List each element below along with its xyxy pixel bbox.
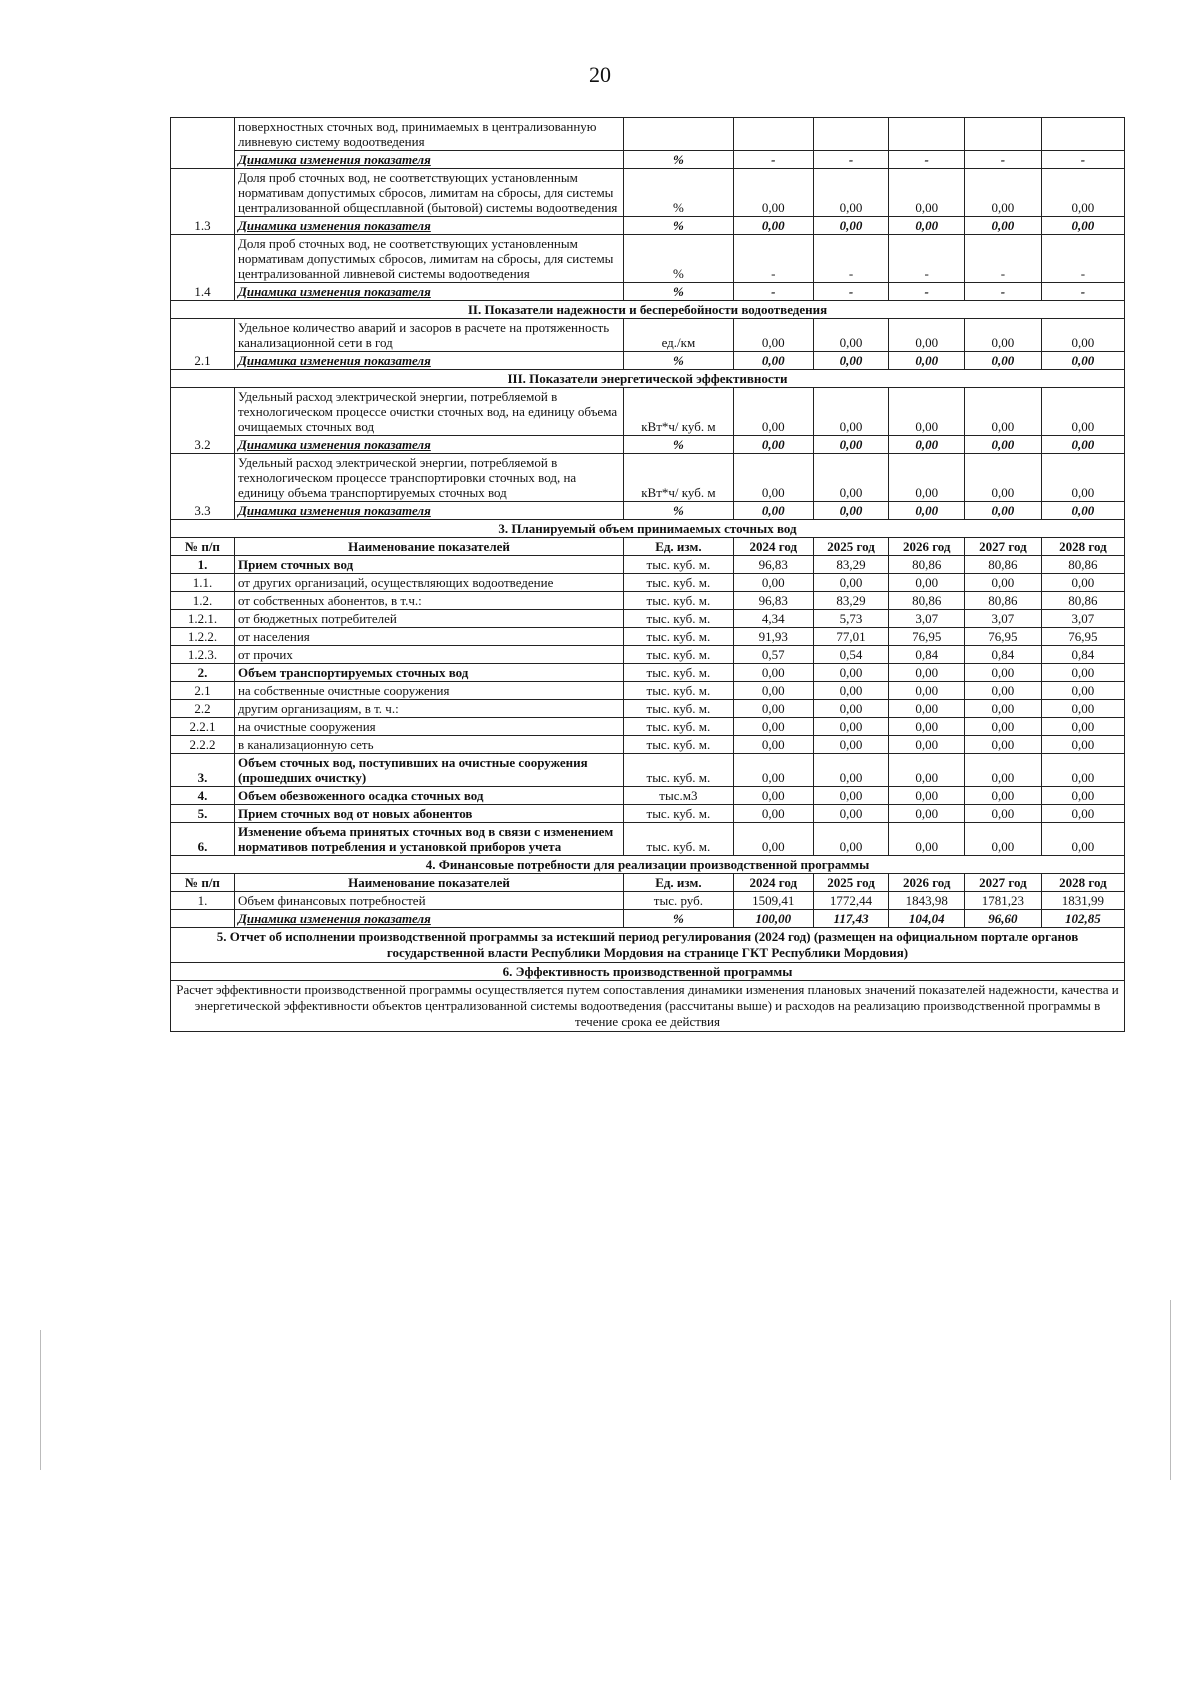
row-number: 1.2.1. xyxy=(171,610,235,628)
section-title-volume: 3. Планируемый объем принимаемых сточных вод xyxy=(171,520,1125,538)
row-number: 1.1. xyxy=(171,574,235,592)
section-title-reliability: II. Показатели надежности и бесперебойности водоотведения xyxy=(171,301,1125,319)
indicator-name: Динамика изменения показателя xyxy=(234,283,623,301)
value-cell: 0,00 xyxy=(965,754,1042,787)
value-cell: - xyxy=(1041,283,1124,301)
indicator-name: Удельное количество аварий и засоров в расчете на протяженность канализационной сети в год xyxy=(234,319,623,352)
energy-indicators-section xyxy=(171,388,1125,520)
report-text: 5. Отчет об исполнении производственной программы за истекший период регулирования (2024 год) (размещен на официальном портале органов государственной власти Республики Мордовия на странице ГКТ Республики Мордовия) xyxy=(171,928,1125,963)
dynamics-row xyxy=(171,151,1125,169)
value-cell: 0,00 xyxy=(813,718,889,736)
value-cell: 0,00 xyxy=(813,574,889,592)
value-cell: 0,00 xyxy=(965,736,1042,754)
indicator-name: на собственные очистные сооружения xyxy=(234,682,623,700)
row-number: 3.2 xyxy=(171,388,235,454)
value-cell: 76,95 xyxy=(965,628,1042,646)
value-cell: 0,00 xyxy=(813,754,889,787)
header-unit: Ед. изм. xyxy=(624,538,734,556)
row-number: 3. xyxy=(171,754,235,787)
indicator-row xyxy=(171,556,1125,574)
row-number: 1.2.3. xyxy=(171,646,235,664)
row-number: 1.2.2. xyxy=(171,628,235,646)
unit-cell: тыс. куб. м. xyxy=(624,574,734,592)
header-year: 2025 год xyxy=(813,538,889,556)
value-cell: 0,00 xyxy=(813,319,889,352)
value-cell: 0,00 xyxy=(1041,805,1124,823)
value-cell: 0,00 xyxy=(1041,502,1124,520)
indicator-name: другим организациям, в т. ч.: xyxy=(234,700,623,718)
row-number: 2.1 xyxy=(171,682,235,700)
unit-cell: тыс. куб. м. xyxy=(624,628,734,646)
value-cell: 80,86 xyxy=(965,556,1042,574)
value-cell: 0,00 xyxy=(1041,436,1124,454)
indicator-row xyxy=(171,592,1125,610)
value-cell: 0,00 xyxy=(813,502,889,520)
row-number: 1.3 xyxy=(171,169,235,235)
value-cell: - xyxy=(733,283,813,301)
value-cell: 0,00 xyxy=(1041,754,1124,787)
indicator-row xyxy=(171,805,1125,823)
value-cell: 0,00 xyxy=(733,169,813,217)
value-cell: 0,00 xyxy=(965,700,1042,718)
indicator-name: Объем сточных вод, поступивших на очистные сооружения (прошедших очистку) xyxy=(234,754,623,787)
value-cell: 0,00 xyxy=(965,805,1042,823)
value-cell: 91,93 xyxy=(733,628,813,646)
unit-cell: тыс. куб. м. xyxy=(624,592,734,610)
value-cell: 0,00 xyxy=(1041,388,1124,436)
value-cell: - xyxy=(733,151,813,169)
scan-artifact-line xyxy=(1170,1300,1171,1480)
indicator-row xyxy=(171,754,1125,787)
unit-cell: ед./км xyxy=(624,319,734,352)
value-cell: 0,00 xyxy=(889,700,965,718)
unit-cell: % xyxy=(624,436,734,454)
section-title-efficiency: 6. Эффективность производственной программы xyxy=(171,963,1125,981)
indicator-name: от других организаций, осуществляющих водоотведение xyxy=(234,574,623,592)
row-number: 1.2. xyxy=(171,592,235,610)
volume-rows xyxy=(171,556,1125,856)
section-title-energy: III. Показатели энергетической эффективности xyxy=(171,370,1125,388)
value-cell: 0,00 xyxy=(889,502,965,520)
indicator-row xyxy=(171,787,1125,805)
value-cell: 0,00 xyxy=(813,388,889,436)
unit-cell: тыс. куб. м. xyxy=(624,610,734,628)
header-year: 2028 год xyxy=(1041,538,1124,556)
indicator-name: Объем обезвоженного осадка сточных вод xyxy=(234,787,623,805)
section-title-finance: 4. Финансовые потребности для реализации производственной программы xyxy=(171,856,1125,874)
value-cell: 0,00 xyxy=(733,436,813,454)
value-cell: 0,00 xyxy=(733,718,813,736)
dynamics-row xyxy=(171,502,1125,520)
value-cell: 0,00 xyxy=(889,388,965,436)
value-cell: 0,00 xyxy=(1041,787,1124,805)
indicator-row xyxy=(171,646,1125,664)
value-cell: 0,00 xyxy=(733,352,813,370)
value-cell: 0,00 xyxy=(889,682,965,700)
value-cell: 0,00 xyxy=(733,388,813,436)
value-cell: 76,95 xyxy=(1041,628,1124,646)
value-cell: 117,43 xyxy=(813,910,889,928)
value-cell: 0,00 xyxy=(733,736,813,754)
value-cell: 0,00 xyxy=(1041,319,1124,352)
unit-cell: % xyxy=(624,502,734,520)
value-cell: 0,00 xyxy=(733,502,813,520)
value-cell: 0,00 xyxy=(965,664,1042,682)
unit-cell: тыс. куб. м. xyxy=(624,556,734,574)
value-cell: 0,00 xyxy=(1041,718,1124,736)
value-cell: 0,00 xyxy=(889,352,965,370)
value-cell: 0,00 xyxy=(889,454,965,502)
row-number: 6. xyxy=(171,823,235,856)
value-cell: 83,29 xyxy=(813,556,889,574)
reliability-indicators-section xyxy=(171,319,1125,370)
indicator-name: от прочих xyxy=(234,646,623,664)
indicator-name: Прием сточных вод xyxy=(234,556,623,574)
value-cell: 1781,23 xyxy=(965,892,1042,910)
finance-rows xyxy=(171,892,1125,928)
value-cell: 3,07 xyxy=(1041,610,1124,628)
unit-cell: % xyxy=(624,283,734,301)
indicator-name: Доля проб сточных вод, не соответствующих установленным нормативам допустимых сбросов, лимитам на сбросы, для системы централизованной ливневой системы водоотведения xyxy=(234,235,623,283)
value-cell: 0,00 xyxy=(889,805,965,823)
value-cell: 0,00 xyxy=(1041,664,1124,682)
value-cell: 1772,44 xyxy=(813,892,889,910)
value-cell: 100,00 xyxy=(733,910,813,928)
unit-cell: тыс. куб. м. xyxy=(624,805,734,823)
row-number: 2.2.2 xyxy=(171,736,235,754)
volume-header-row xyxy=(171,538,1125,556)
row-number: 2.2.1 xyxy=(171,718,235,736)
indicator-name: в канализационную сеть xyxy=(234,736,623,754)
value-cell: 0,00 xyxy=(733,664,813,682)
value-cell xyxy=(1041,118,1124,151)
unit-cell: % xyxy=(624,217,734,235)
value-cell: 0,00 xyxy=(965,454,1042,502)
value-cell: 0,00 xyxy=(889,736,965,754)
dynamics-row xyxy=(171,283,1125,301)
header-year: 2026 год xyxy=(889,874,965,892)
indicator-name: поверхностных сточных вод, принимаемых в централизованную ливневую систему водоотведения xyxy=(234,118,623,151)
row-number: 1.4 xyxy=(171,235,235,301)
header-name: Наименование показателей xyxy=(234,538,623,556)
indicator-name: Прием сточных вод от новых абонентов xyxy=(234,805,623,823)
unit-cell: % xyxy=(624,352,734,370)
dynamics-row xyxy=(171,352,1125,370)
value-cell: 0,00 xyxy=(813,217,889,235)
value-cell: 96,83 xyxy=(733,556,813,574)
indicator-name: Динамика изменения показателя xyxy=(234,151,623,169)
value-cell: 80,86 xyxy=(1041,592,1124,610)
indicator-row xyxy=(171,628,1125,646)
value-cell: 0,00 xyxy=(889,574,965,592)
value-cell: 0,00 xyxy=(965,217,1042,235)
header-year: 2026 год xyxy=(889,538,965,556)
value-cell: - xyxy=(889,283,965,301)
value-cell: 1509,41 xyxy=(733,892,813,910)
value-cell: 0,00 xyxy=(813,436,889,454)
indicator-row xyxy=(171,235,1125,283)
value-cell: 1843,98 xyxy=(889,892,965,910)
indicator-name: Динамика изменения показателя xyxy=(234,217,623,235)
value-cell: 0,00 xyxy=(889,754,965,787)
value-cell: 0,00 xyxy=(1041,823,1124,856)
value-cell: 104,04 xyxy=(889,910,965,928)
indicator-name: от населения xyxy=(234,628,623,646)
value-cell: - xyxy=(965,235,1042,283)
indicator-name: на очистные сооружения xyxy=(234,718,623,736)
value-cell: 0,00 xyxy=(965,352,1042,370)
value-cell: 0,00 xyxy=(813,736,889,754)
row-number: 2.2 xyxy=(171,700,235,718)
value-cell: 83,29 xyxy=(813,592,889,610)
value-cell: 0,84 xyxy=(1041,646,1124,664)
value-cell: 0,00 xyxy=(889,787,965,805)
value-cell: 96,60 xyxy=(965,910,1042,928)
value-cell: 0,00 xyxy=(965,169,1042,217)
value-cell: 0,00 xyxy=(733,805,813,823)
value-cell: 0,84 xyxy=(889,646,965,664)
indicator-name: Динамика изменения показателя xyxy=(234,352,623,370)
header-year: 2024 год xyxy=(733,874,813,892)
efficiency-text: Расчет эффективности производственной программы осуществляется путем сопоставления динамики изменения плановых значений показателей надежности, качества и энергетической эффективности объектов централизованной системы водоотведения (рассчитаны выше) и расходов на реализацию производственной программы в течение срока ее действия xyxy=(171,981,1125,1032)
indicator-row xyxy=(171,736,1125,754)
indicator-name: Удельный расход электрической энергии, потребляемой в технологическом процессе транспортировки сточных вод, на единицу объема транспортируемых сточных вод xyxy=(234,454,623,502)
unit-cell: тыс. куб. м. xyxy=(624,682,734,700)
value-cell: - xyxy=(889,151,965,169)
row-number: 3.3 xyxy=(171,454,235,520)
value-cell: 0,00 xyxy=(965,436,1042,454)
value-cell: 0,00 xyxy=(1041,352,1124,370)
value-cell xyxy=(733,118,813,151)
value-cell: 80,86 xyxy=(889,556,965,574)
indicator-row xyxy=(171,823,1125,856)
indicator-row xyxy=(171,682,1125,700)
header-year: 2027 год xyxy=(965,874,1042,892)
value-cell: 0,00 xyxy=(965,502,1042,520)
quality-indicators-section xyxy=(171,118,1125,301)
indicator-name: Объем транспортируемых сточных вод xyxy=(234,664,623,682)
unit-cell: тыс. куб. м. xyxy=(624,664,734,682)
value-cell: 0,00 xyxy=(813,823,889,856)
indicator-row xyxy=(171,574,1125,592)
row-number: 5. xyxy=(171,805,235,823)
dynamics-row xyxy=(171,910,1125,928)
value-cell xyxy=(889,118,965,151)
value-cell: 0,00 xyxy=(1041,574,1124,592)
value-cell: 0,00 xyxy=(1041,217,1124,235)
value-cell: 0,54 xyxy=(813,646,889,664)
value-cell: 0,00 xyxy=(1041,169,1124,217)
value-cell: 0,00 xyxy=(965,718,1042,736)
finance-header-row xyxy=(171,874,1125,892)
value-cell: 3,07 xyxy=(889,610,965,628)
indicator-row xyxy=(171,664,1125,682)
value-cell: 0,00 xyxy=(813,169,889,217)
value-cell: 80,86 xyxy=(1041,556,1124,574)
value-cell: 0,84 xyxy=(965,646,1042,664)
value-cell: - xyxy=(965,151,1042,169)
value-cell: 5,73 xyxy=(813,610,889,628)
indicator-row xyxy=(171,388,1125,436)
value-cell: 0,00 xyxy=(813,664,889,682)
indicator-row xyxy=(171,319,1125,352)
value-cell: 80,86 xyxy=(889,592,965,610)
indicator-row xyxy=(171,454,1125,502)
dynamics-row xyxy=(171,436,1125,454)
unit-cell: % xyxy=(624,151,734,169)
header-year: 2027 год xyxy=(965,538,1042,556)
value-cell: 76,95 xyxy=(889,628,965,646)
value-cell: 102,85 xyxy=(1041,910,1124,928)
value-cell: 0,00 xyxy=(733,823,813,856)
row-number: 2. xyxy=(171,664,235,682)
indicator-name: Изменение объема принятых сточных вод в связи с изменением нормативов потребления и установкой приборов учета xyxy=(234,823,623,856)
value-cell: 0,00 xyxy=(889,436,965,454)
indicator-row xyxy=(171,892,1125,910)
value-cell: 0,00 xyxy=(965,388,1042,436)
value-cell: 0,00 xyxy=(1041,682,1124,700)
row-number xyxy=(171,118,235,169)
value-cell: 0,00 xyxy=(813,454,889,502)
value-cell: 1831,99 xyxy=(1041,892,1124,910)
indicator-row xyxy=(171,169,1125,217)
value-cell: 0,57 xyxy=(733,646,813,664)
unit-cell: тыс. руб. xyxy=(624,892,734,910)
value-cell: 0,00 xyxy=(733,574,813,592)
header-name: Наименование показателей xyxy=(234,874,623,892)
value-cell xyxy=(965,118,1042,151)
value-cell: 0,00 xyxy=(813,682,889,700)
unit-cell: тыс. куб. м. xyxy=(624,646,734,664)
unit-cell: кВт*ч/ куб. м xyxy=(624,388,734,436)
scan-artifact-line xyxy=(40,1330,41,1470)
value-cell: - xyxy=(733,235,813,283)
value-cell: - xyxy=(965,283,1042,301)
value-cell: 0,00 xyxy=(733,754,813,787)
value-cell: 0,00 xyxy=(733,682,813,700)
value-cell: 0,00 xyxy=(889,718,965,736)
value-cell: 0,00 xyxy=(889,664,965,682)
value-cell: 0,00 xyxy=(733,217,813,235)
row-number: 1. xyxy=(171,892,235,910)
value-cell: 0,00 xyxy=(965,682,1042,700)
value-cell: - xyxy=(813,151,889,169)
value-cell xyxy=(813,118,889,151)
row-number: 2.1 xyxy=(171,319,235,370)
unit-cell: тыс. куб. м. xyxy=(624,700,734,718)
header-year: 2028 год xyxy=(1041,874,1124,892)
value-cell: 0,00 xyxy=(733,700,813,718)
value-cell: 0,00 xyxy=(733,319,813,352)
indicator-row xyxy=(171,718,1125,736)
row-number: 1. xyxy=(171,556,235,574)
value-cell: 0,00 xyxy=(1041,454,1124,502)
dynamics-row xyxy=(171,217,1125,235)
header-year: 2024 год xyxy=(733,538,813,556)
row-number xyxy=(171,910,235,928)
value-cell: 0,00 xyxy=(889,823,965,856)
unit-cell: тыс. куб. м. xyxy=(624,718,734,736)
indicator-name: Динамика изменения показателя xyxy=(234,502,623,520)
value-cell: - xyxy=(813,283,889,301)
indicator-row xyxy=(171,610,1125,628)
unit-cell: % xyxy=(624,169,734,217)
indicator-name: от бюджетных потребителей xyxy=(234,610,623,628)
value-cell: 0,00 xyxy=(965,787,1042,805)
header-unit: Ед. изм. xyxy=(624,874,734,892)
value-cell: 0,00 xyxy=(889,217,965,235)
indicator-name: Динамика изменения показателя xyxy=(234,910,623,928)
value-cell: 80,86 xyxy=(965,592,1042,610)
value-cell: 4,34 xyxy=(733,610,813,628)
production-program-table xyxy=(170,117,1125,1032)
header-no: № п/п xyxy=(171,538,235,556)
header-year: 2025 год xyxy=(813,874,889,892)
value-cell: 0,00 xyxy=(1041,736,1124,754)
unit-cell: тыс. куб. м. xyxy=(624,736,734,754)
indicator-name: Доля проб сточных вод, не соответствующих установленным нормативам допустимых сбросов, лимитам на сбросы, для системы централизованной общесплавной (бытовой) системы водоотведения xyxy=(234,169,623,217)
row-number: 4. xyxy=(171,787,235,805)
value-cell: - xyxy=(813,235,889,283)
header-no: № п/п xyxy=(171,874,235,892)
value-cell: 0,00 xyxy=(1041,700,1124,718)
indicator-row xyxy=(171,118,1125,151)
unit-cell: кВт*ч/ куб. м xyxy=(624,454,734,502)
value-cell: - xyxy=(1041,151,1124,169)
indicator-name: Удельный расход электрической энергии, потребляемой в технологическом процессе очистки сточных вод, на единицу объема очищаемых сточных вод xyxy=(234,388,623,436)
value-cell: 0,00 xyxy=(813,700,889,718)
value-cell: 0,00 xyxy=(889,319,965,352)
value-cell: 0,00 xyxy=(965,319,1042,352)
value-cell: 3,07 xyxy=(965,610,1042,628)
indicator-name: Динамика изменения показателя xyxy=(234,436,623,454)
unit-cell: тыс.м3 xyxy=(624,787,734,805)
value-cell: 96,83 xyxy=(733,592,813,610)
value-cell: 0,00 xyxy=(813,352,889,370)
unit-cell: % xyxy=(624,235,734,283)
unit-cell: тыс. куб. м. xyxy=(624,754,734,787)
unit-cell xyxy=(624,118,734,151)
unit-cell: тыс. куб. м. xyxy=(624,823,734,856)
value-cell: 0,00 xyxy=(813,787,889,805)
value-cell: 0,00 xyxy=(965,823,1042,856)
indicator-name: Объем финансовых потребностей xyxy=(234,892,623,910)
value-cell: - xyxy=(1041,235,1124,283)
value-cell: 0,00 xyxy=(733,787,813,805)
value-cell: - xyxy=(889,235,965,283)
value-cell: 0,00 xyxy=(965,574,1042,592)
unit-cell: % xyxy=(624,910,734,928)
value-cell: 0,00 xyxy=(889,169,965,217)
page-number: 20 xyxy=(589,62,611,87)
indicator-name: от собственных абонентов, в т.ч.: xyxy=(234,592,623,610)
value-cell: 77,01 xyxy=(813,628,889,646)
value-cell: 0,00 xyxy=(733,454,813,502)
indicator-row xyxy=(171,700,1125,718)
value-cell: 0,00 xyxy=(813,805,889,823)
